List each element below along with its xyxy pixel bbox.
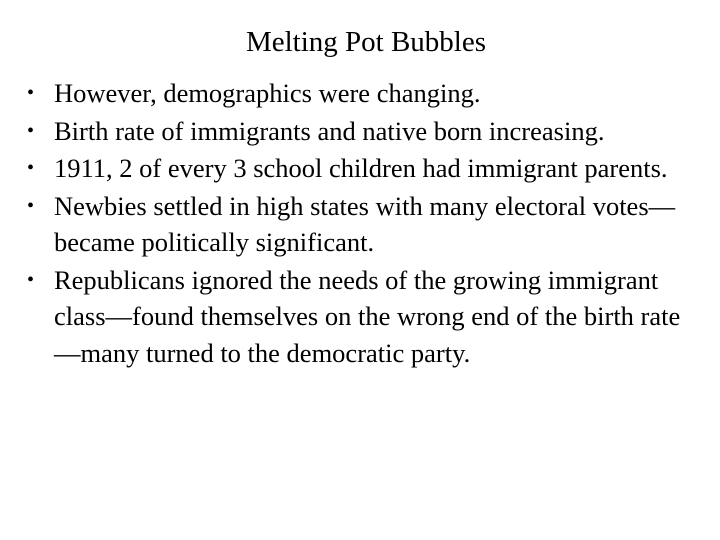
bullet-icon: •: [27, 119, 35, 142]
bullet-text: Birth rate of immigrants and native born increasing.: [54, 115, 605, 146]
bullet-icon: •: [27, 82, 35, 104]
bullet-item: [24, 75, 704, 112]
bullet-text: 1911, 2 of every 3 school children had immigrant parents.: [54, 153, 668, 183]
slide-title: Melting Pot Bubbles: [245, 26, 487, 58]
bullet-icon: •: [27, 268, 35, 291]
bullet-item: [24, 150, 704, 187]
bullet-icon: •: [27, 194, 35, 217]
bullet-text: Republicans ignored the needs of the growing immigrant class—found themselves on the wrong end of the birth rate—many turned to the democratic party.: [54, 264, 681, 368]
bullet-item: [24, 113, 704, 150]
bullet-icon: •: [27, 157, 35, 179]
bullet-text: Newbies settled in high states with many electoral votes—became politically significant.: [54, 190, 676, 257]
bullet-text: However, demographics were changing.: [54, 78, 481, 108]
bullet-item: [24, 188, 704, 261]
bullet-item: [24, 262, 704, 372]
bullet-list: [24, 75, 704, 372]
